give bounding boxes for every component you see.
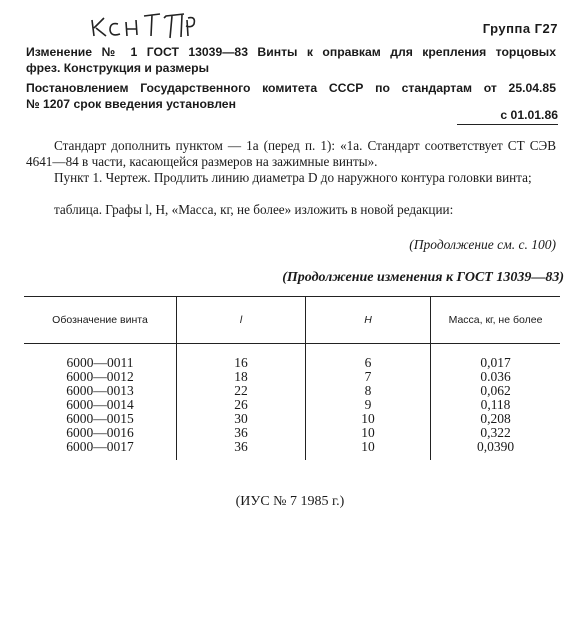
continued-on-note: (Продолжение см. с. 100) — [409, 237, 556, 252]
table-row: 6000—0012 18 7 0.036 — [24, 370, 560, 384]
table-row: 6000—0013 22 8 0,062 — [24, 384, 560, 398]
date-underline — [457, 124, 558, 125]
continued-from-note: (Продолжение изменения к ГОСТ 13039—83) — [282, 270, 564, 285]
table-header-row — [24, 297, 560, 344]
paragraph-2: Пункт 1. Чертеж. Продлить линию диаметра D до наружного контура головки винта; — [54, 170, 532, 185]
amendment-title — [26, 44, 556, 76]
amendment-title-line2: фрез. Конструкция и размеры — [26, 61, 210, 75]
group-label: Группа Г27 — [482, 21, 558, 36]
amendment-title-line1: Изменение № 1 ГОСТ 13039—83 Винты к оправкам для крепления торцовых — [26, 45, 556, 59]
paragraph-3: таблица. Графы l, H, «Масса, кг, не более» изложить в новой редакции: — [54, 202, 454, 217]
decree-line2: № 1207 срок введения установлен — [26, 97, 236, 111]
table-row: 6000—0011 16 6 0,017 — [24, 356, 560, 370]
header-h: H — [306, 297, 431, 344]
handwritten-note — [88, 6, 198, 40]
ius-reference: (ИУС № 7 1985 г.) — [235, 494, 345, 509]
decree-line1: Постановлением Государственного комитета СССР по стандартам от 25.04.85 — [26, 81, 556, 95]
table-row: 6000—0014 26 9 0,118 — [24, 398, 560, 412]
paragraph-1: Стандарт дополнить пунктом — 1а (перед п. 1): «1а. Стандарт соответствует СТ СЭВ 4641—84 в части, касающейся размеров на зажимные винты». — [26, 138, 556, 169]
table-row: 6000—0017 36 10 0,0390 — [24, 440, 560, 454]
header-mass: Масса, кг, не более — [431, 297, 561, 344]
mass-table — [24, 296, 560, 460]
header-designation: Обозначение винта — [24, 297, 177, 344]
decree — [26, 80, 556, 112]
effective-date: с 01.01.86 — [500, 108, 558, 122]
header-l: l — [177, 297, 306, 344]
table-row: 6000—0015 30 10 0,208 — [24, 412, 560, 426]
table-row: 6000—0016 36 10 0,322 — [24, 426, 560, 440]
